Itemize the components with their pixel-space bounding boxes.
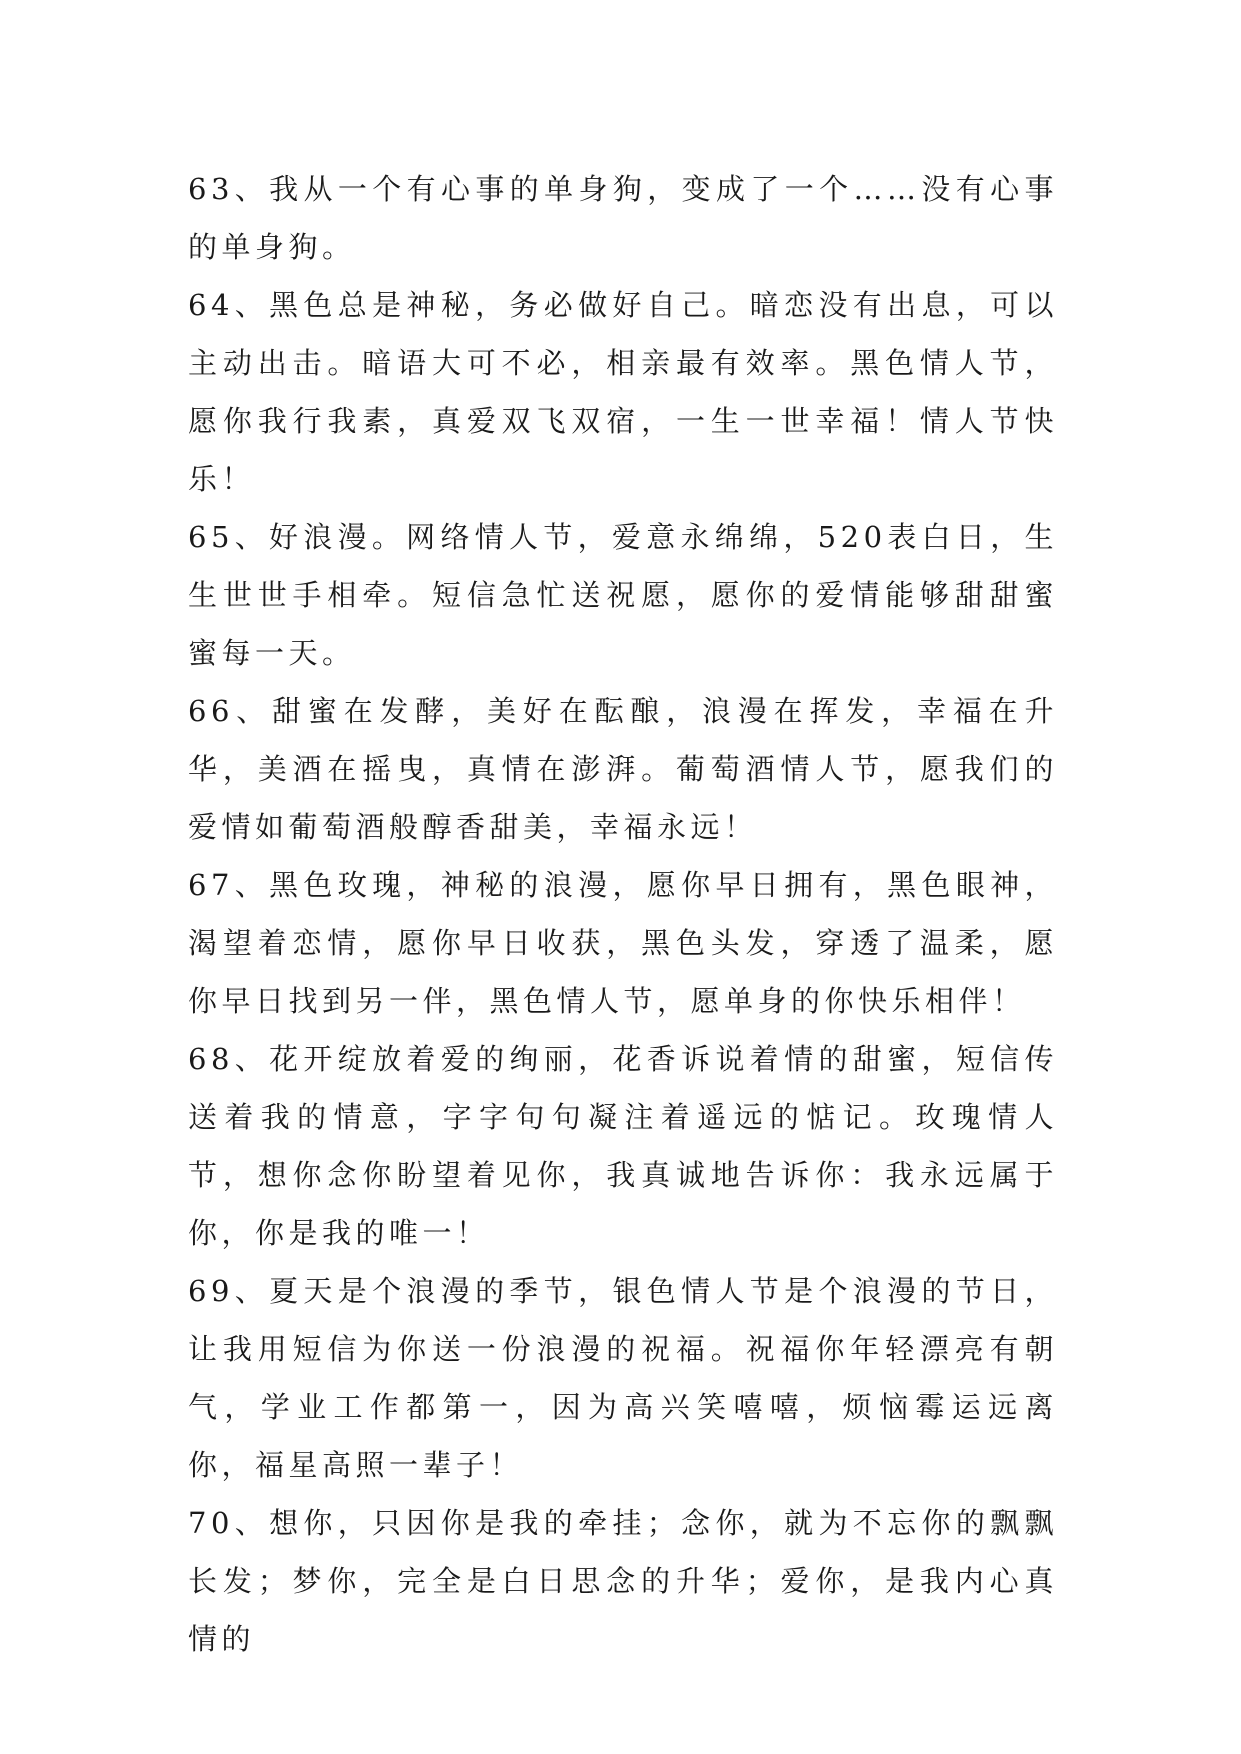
paragraph-65: 65、好浪漫。网络情人节，爱意永绵绵，520表白日，生生世世手相牵。短信急忙送祝愿，愿你的爱情能够甜甜蜜蜜每一天。 [188, 520, 1058, 670]
paragraph-70: 70、想你，只因你是我的牵挂；念你，就为不忘你的飘飘长发；梦你，完全是白日思念的升华；爱你，是我内心真情的 [188, 1506, 1058, 1656]
paragraph-63: 63、我从一个有心事的单身狗，变成了一个……没有心事的单身狗。 [188, 172, 1058, 264]
paragraph-64: 64、黑色总是神秘，务必做好自己。暗恋没有出息，可以主动出击。暗语大可不必，相亲最有效率。黑色情人节，愿你我行我素，真爱双飞双宿，一生一世幸福！情人节快乐！ [188, 288, 1058, 496]
paragraph-69: 69、夏天是个浪漫的季节，银色情人节是个浪漫的节日，让我用短信为你送一份浪漫的祝福。祝福你年轻漂亮有朝气，学业工作都第一，因为高兴笑嘻嘻，烦恼霉运远离你，福星高照一辈子！ [188, 1274, 1058, 1482]
paragraph-67: 67、黑色玫瑰，神秘的浪漫，愿你早日拥有，黑色眼神，渴望着恋情，愿你早日收获，黑色头发，穿透了温柔，愿你早日找到另一伴，黑色情人节，愿单身的你快乐相伴！ [188, 868, 1058, 1018]
document-body [188, 160, 1058, 1668]
paragraph-68: 68、花开绽放着爱的绚丽，花香诉说着情的甜蜜，短信传送着我的情意，字字句句凝注着遥远的惦记。玫瑰情人节，想你念你盼望着见你，我真诚地告诉你：我永远属于你，你是我的唯一！ [188, 1042, 1058, 1250]
paragraph-66: 66、甜蜜在发酵，美好在酝酿，浪漫在挥发，幸福在升华，美酒在摇曳，真情在澎湃。葡萄酒情人节，愿我们的爱情如葡萄酒般醇香甜美，幸福永远！ [188, 694, 1058, 844]
